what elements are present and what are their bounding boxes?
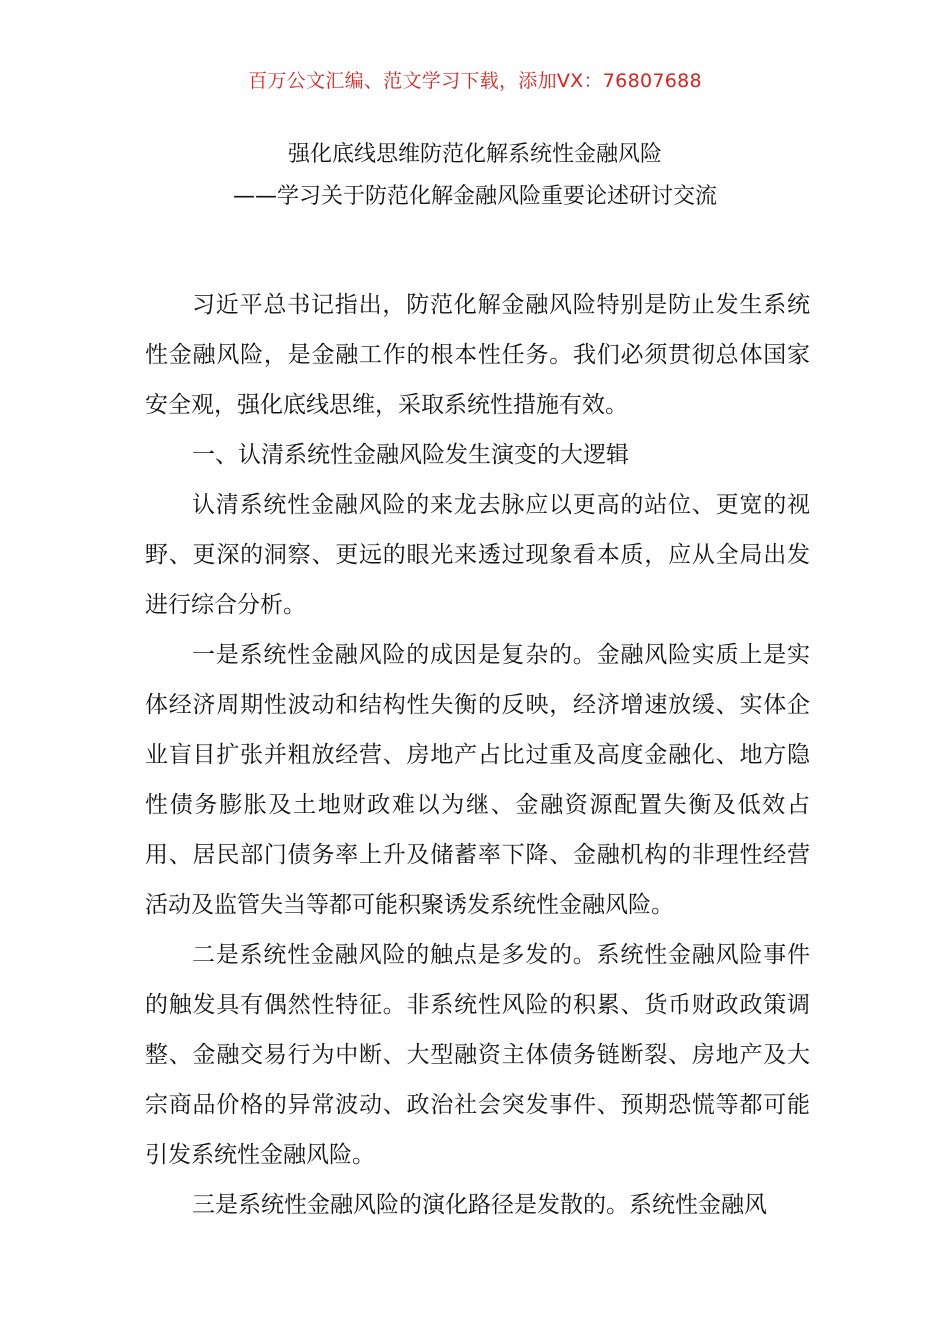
section-heading-1: 一、认清系统性金融风险发生演变的大逻辑 bbox=[192, 442, 629, 468]
download-notice: 百万公文汇编、范文学习下载，添加VX：76807688 bbox=[248, 70, 702, 92]
paragraph-point-2: 二是系统性金融风险的触点是多发的。系统性金融风险事件的触发具有偶然性特征。非系统性风险的积累、货币财政政策调整、金融交易行为中断、大型融资主体债务链断裂、房地产及大宗商品价格的异常波动、政治社会突发事件、预期恐慌等都可能引发系统性金融风险。 bbox=[145, 942, 810, 1168]
title-block bbox=[0, 134, 950, 218]
paragraph-point-3: 三是系统性金融风险的演化路径是发散的。系统性金融风 bbox=[192, 1192, 767, 1218]
paragraph-section-1-intro: 认清系统性金融风险的来龙去脉应以更高的站位、更宽的视野、更深的洞察、更远的眼光来透过现象看本质，应从全局出发进行综合分析。 bbox=[145, 492, 810, 618]
document-subtitle: ——学习关于防范化解金融风险重要论述研讨交流 bbox=[232, 184, 717, 209]
document-body bbox=[145, 280, 810, 1230]
paragraph-point-1: 一是系统性金融风险的成因是复杂的。金融风险实质上是实体经济周期性波动和结构性失衡的反映，经济增速放缓、实体企业盲目扩张并粗放经营、房地产占比过重及高度金融化、地方隐性债务膨胀及土地财政难以为继、金融资源配置失衡及低效占用、居民部门债务率上升及储蓄率下降、金融机构的非理性经营活动及监管失当等都可能积聚诱发系统性金融风险。 bbox=[145, 642, 810, 918]
document-title: 强化底线思维防范化解系统性金融风险 bbox=[287, 142, 662, 167]
paragraph-intro: 习近平总书记指出，防范化解金融风险特别是防止发生系统性金融风险，是金融工作的根本性任务。我们必须贯彻总体国家安全观，强化底线思维，采取系统性措施有效。 bbox=[145, 292, 810, 418]
